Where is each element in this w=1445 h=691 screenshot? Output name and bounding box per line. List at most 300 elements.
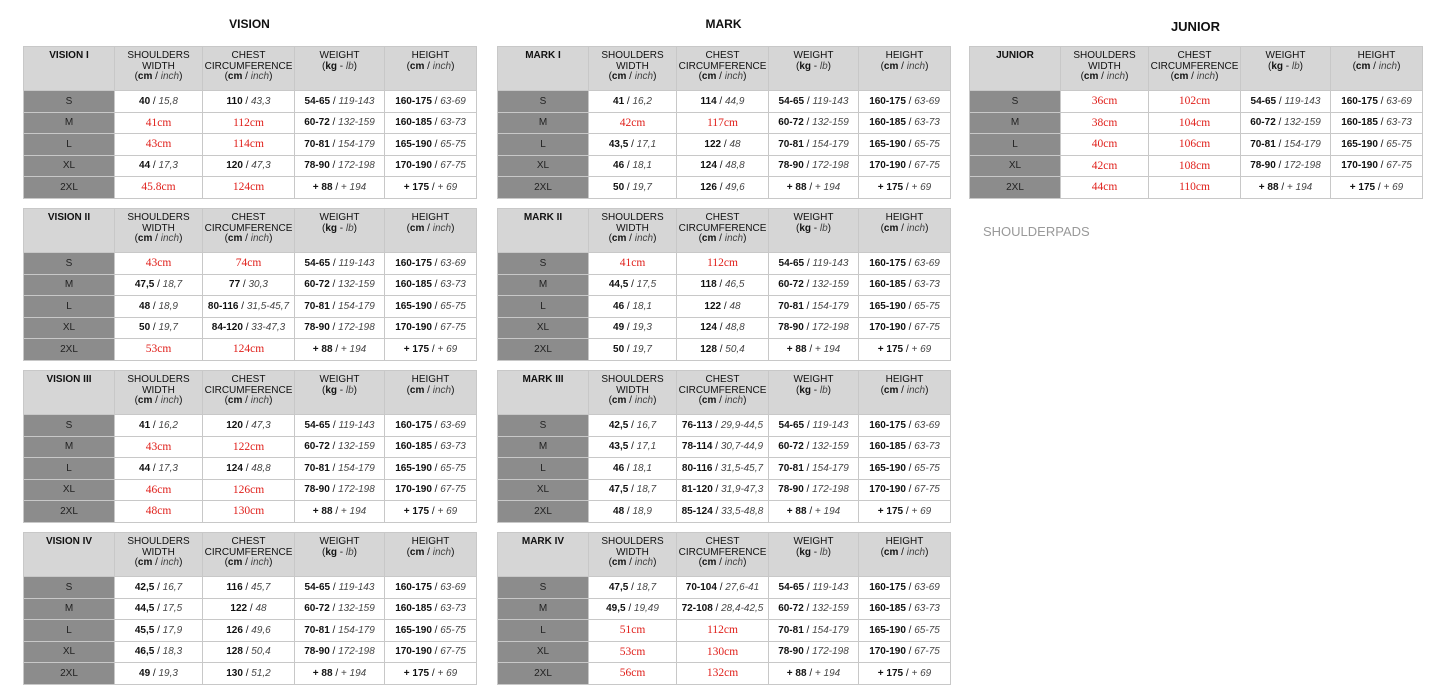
chest-cell: 128 / 50,4 <box>203 641 295 663</box>
unit-label: (kg - lb) <box>321 546 358 558</box>
weight-cell: + 88 / + 194 <box>769 177 859 199</box>
header-label: CIRCUMFERENCE <box>204 546 293 558</box>
unit-label: (cm / inch) <box>224 557 273 568</box>
weight-cell: 70-81 / 154-179 <box>1241 134 1331 156</box>
value-imperial: 19,7 <box>158 322 178 334</box>
value-imperial: 31,5-45,7 <box>720 462 764 474</box>
value-imperial: 63-69 <box>440 95 466 107</box>
value-imperial: 67-75 <box>914 646 940 658</box>
value-imperial: 17,3 <box>158 462 178 474</box>
value-imperial: 49,6 <box>251 624 271 636</box>
highlight-value: 38cm <box>1091 116 1118 129</box>
height-cell: 160-185 / 63-73 <box>859 436 951 458</box>
value-metric: 49,5 <box>606 603 626 615</box>
unit-label: (cm / inch) <box>880 546 929 558</box>
value-metric: 50 <box>139 322 151 334</box>
value-metric: 70-81 <box>1250 138 1276 150</box>
height-cell: 160-175 / 63-69 <box>859 577 951 599</box>
value-imperial: 18,9 <box>158 300 178 312</box>
unit-metric: cm <box>409 384 425 396</box>
value-imperial: 18,1 <box>632 300 652 312</box>
size-label: L <box>970 134 1061 156</box>
model-name: VISION II <box>24 209 115 253</box>
value-imperial: 132-159 <box>338 441 375 453</box>
size-label: M <box>24 598 115 620</box>
value-imperial: 172-198 <box>812 484 849 496</box>
shoulders-cell <box>1061 91 1149 113</box>
value-imperial: 48 <box>729 300 741 312</box>
size-table <box>497 208 951 361</box>
value-metric: 165-190 <box>869 300 906 312</box>
value-metric: 60-72 <box>778 117 804 129</box>
weight-cell: 54-65 / 119-143 <box>769 253 859 275</box>
unit-metric: cm <box>227 557 243 568</box>
unit-metric: cm <box>611 557 627 568</box>
highlight-value: 106cm <box>1178 138 1211 151</box>
size-label: S <box>24 415 115 437</box>
unit-metric: cm <box>409 546 425 558</box>
value-imperial: 67-75 <box>914 484 940 496</box>
header-row <box>24 533 477 577</box>
size-label: L <box>24 296 115 318</box>
chest-cell <box>203 501 295 523</box>
value-imperial: 172-198 <box>338 160 375 172</box>
value-imperial: 132-159 <box>338 279 375 291</box>
table-row <box>24 134 477 156</box>
weight-header <box>295 533 385 577</box>
value-metric: 165-190 <box>395 462 432 474</box>
value-imperial: + 69 <box>437 667 458 679</box>
value-metric: 54-65 <box>778 419 805 431</box>
value-metric: 160-175 <box>395 95 432 107</box>
shoulders-header <box>589 533 677 577</box>
unit-imperial: inch <box>250 395 270 406</box>
unit-label: (cm / inch) <box>698 233 747 244</box>
unit-label: (cm / inch) <box>608 233 657 244</box>
header-label: HEIGHT <box>1357 50 1396 61</box>
unit-imperial: inch <box>634 557 654 568</box>
highlight-value: 45.8cm <box>141 181 176 194</box>
chest-cell: 128 / 50,4 <box>677 339 769 361</box>
header-label: CHEST <box>231 212 266 223</box>
size-label: S <box>498 253 589 275</box>
header-label: CHEST <box>705 50 740 61</box>
table-row <box>498 253 951 275</box>
unit-metric: cm <box>611 395 627 406</box>
value-metric: + 175 <box>877 505 904 517</box>
weight-cell: 54-65 / 119-143 <box>769 415 859 437</box>
value-imperial: 27,6-41 <box>725 581 760 593</box>
size-label: L <box>24 134 115 156</box>
chest-cell <box>677 641 769 663</box>
height-cell: + 175 / + 69 <box>859 177 951 199</box>
value-metric: 70-81 <box>778 300 804 312</box>
value-imperial: 67-75 <box>440 322 466 334</box>
model-name: VISION IV <box>24 533 115 577</box>
shoulders-header <box>115 533 203 577</box>
value-metric: 124 <box>700 160 717 172</box>
size-label: L <box>24 458 115 480</box>
value-metric: 170-190 <box>1341 160 1378 172</box>
value-metric: 54-65 <box>1250 95 1277 107</box>
value-imperial: 63-69 <box>914 257 940 269</box>
model-name: VISION I <box>24 47 115 91</box>
unit-label: (cm / inch) <box>608 395 657 406</box>
value-imperial: 49,6 <box>725 181 745 193</box>
weight-cell: + 88 / + 194 <box>295 339 385 361</box>
unit-imperial: inch <box>906 384 926 396</box>
chest-cell <box>203 339 295 361</box>
value-metric: + 88 <box>786 667 807 679</box>
header-label: SHOULDERS <box>601 50 664 61</box>
highlight-value: 44cm <box>1091 181 1118 194</box>
unit-metric: cm <box>227 395 243 406</box>
unit-imperial: lb <box>345 546 354 558</box>
weight-cell: 60-72 / 132-159 <box>769 112 859 134</box>
highlight-value: 36cm <box>1091 95 1118 108</box>
shoulders-cell: 50 / 19,7 <box>589 177 677 199</box>
value-imperial: 154-179 <box>338 138 375 150</box>
size-label: L <box>24 620 115 642</box>
height-header <box>385 371 477 415</box>
value-metric: 43,5 <box>608 441 629 453</box>
unit-metric: cm <box>883 60 899 72</box>
height-cell: 160-185 / 63-73 <box>859 112 951 134</box>
size-table <box>497 370 951 523</box>
value-metric: + 88 <box>312 667 333 679</box>
highlight-value: 41cm <box>619 257 646 270</box>
highlight-value: 43cm <box>145 257 172 270</box>
weight-header <box>769 533 859 577</box>
unit-metric: kg <box>799 546 811 558</box>
value-metric: 45,5 <box>134 624 155 636</box>
table-row <box>498 577 951 599</box>
value-metric: 49 <box>139 667 151 679</box>
table-row <box>498 155 951 177</box>
value-imperial: 46,5 <box>725 279 745 291</box>
size-label: L <box>498 458 589 480</box>
unit-label: (cm / inch) <box>608 71 657 82</box>
weight-cell: 70-81 / 154-179 <box>769 296 859 318</box>
value-metric: 165-190 <box>395 624 432 636</box>
table-row <box>24 177 477 199</box>
unit-metric: kg <box>325 546 337 558</box>
value-metric: 60-72 <box>778 441 804 453</box>
unit-imperial: inch <box>432 222 452 234</box>
chest-cell: 77 / 30,3 <box>203 274 295 296</box>
table-row <box>24 339 477 361</box>
header-label: CIRCUMFERENCE <box>678 222 767 234</box>
value-metric: 60-72 <box>304 279 330 291</box>
unit-imperial: inch <box>634 233 654 244</box>
value-imperial: 51,2 <box>251 667 271 679</box>
unit-metric: cm <box>137 233 153 244</box>
highlight-value: 46cm <box>145 483 172 496</box>
chest-cell <box>677 253 769 275</box>
unit-label: (cm / inch) <box>406 60 455 72</box>
shoulders-cell: 42,5 / 16,7 <box>589 415 677 437</box>
value-metric: + 88 <box>786 181 807 193</box>
shoulders-cell: 41 / 16,2 <box>589 91 677 113</box>
weight-cell: + 88 / + 194 <box>769 501 859 523</box>
weight-cell: 78-90 / 172-198 <box>295 641 385 663</box>
height-cell: 165-190 / 65-75 <box>385 296 477 318</box>
header-label: SHOULDERS <box>127 536 190 547</box>
highlight-value: 43cm <box>145 138 172 151</box>
value-metric: 126 <box>700 181 717 193</box>
table-row <box>24 317 477 339</box>
size-label: XL <box>498 317 589 339</box>
value-metric: + 88 <box>312 505 333 517</box>
header-label: SHOULDERS <box>127 374 190 385</box>
value-imperial: 16,2 <box>158 419 178 431</box>
value-metric: 128 <box>226 646 243 658</box>
header-label: SHOULDERS <box>127 50 190 61</box>
value-metric: 48 <box>613 505 625 517</box>
value-metric: 78-90 <box>304 160 330 172</box>
weight-cell: + 88 / + 194 <box>295 501 385 523</box>
weight-header <box>295 47 385 91</box>
shoulders-cell: 48 / 18,9 <box>115 296 203 318</box>
weight-cell: 60-72 / 132-159 <box>295 598 385 620</box>
chest-cell <box>677 620 769 642</box>
value-metric: 160-185 <box>869 117 906 129</box>
height-cell: + 175 / + 69 <box>385 663 477 685</box>
value-metric: 110 <box>226 95 243 107</box>
shoulders-cell: 49,5 / 19,49 <box>589 598 677 620</box>
value-imperial: 50,4 <box>725 343 745 355</box>
table-row <box>498 177 951 199</box>
unit-label: (kg - lb) <box>795 60 832 72</box>
chest-cell: 122 / 48 <box>677 134 769 156</box>
value-imperial: 119-143 <box>812 419 849 431</box>
table-row <box>24 112 477 134</box>
value-imperial: 63-69 <box>440 257 466 269</box>
chest-cell: 114 / 44,9 <box>677 91 769 113</box>
value-imperial: 43,3 <box>251 95 271 107</box>
value-imperial: 172-198 <box>338 646 375 658</box>
value-imperial: 172-198 <box>812 160 849 172</box>
value-metric: 130 <box>226 667 243 679</box>
shoulders-cell <box>115 134 203 156</box>
value-metric: 160-185 <box>395 441 432 453</box>
header-row <box>498 47 951 91</box>
value-metric: + 88 <box>786 343 807 355</box>
highlight-value: 74cm <box>235 257 262 270</box>
height-header <box>385 209 477 253</box>
size-label: 2XL <box>498 501 589 523</box>
shoulders-cell: 49 / 19,3 <box>589 317 677 339</box>
table-row <box>24 577 477 599</box>
value-metric: 70-81 <box>304 624 330 636</box>
highlight-value: 124cm <box>232 343 265 356</box>
unit-label: (cm / inch) <box>608 557 657 568</box>
value-metric: 120 <box>226 160 243 172</box>
weight-cell: 78-90 / 172-198 <box>1241 155 1331 177</box>
model-name: JUNIOR <box>970 47 1061 91</box>
header-label: CHEST <box>1177 50 1212 61</box>
value-metric: 80-116 <box>681 462 713 474</box>
height-cell: 170-190 / 67-75 <box>859 317 951 339</box>
weight-header <box>1241 47 1331 91</box>
value-metric: 54-65 <box>778 95 805 107</box>
value-metric: 160-175 <box>869 95 906 107</box>
header-row <box>970 47 1423 91</box>
size-label: S <box>24 91 115 113</box>
value-metric: 54-65 <box>778 581 805 593</box>
value-imperial: 15,8 <box>158 95 178 107</box>
value-imperial: + 69 <box>1383 181 1404 193</box>
height-cell: 160-175 / 63-69 <box>1331 91 1423 113</box>
unit-label: (cm / inch) <box>698 395 747 406</box>
height-cell: + 175 / + 69 <box>1331 177 1423 199</box>
height-cell: 165-190 / 65-75 <box>859 458 951 480</box>
value-imperial: 48,8 <box>251 462 271 474</box>
chest-cell: 76-113 / 29,9-44,5 <box>677 415 769 437</box>
unit-metric: cm <box>701 233 717 244</box>
value-imperial: 63-69 <box>1386 95 1412 107</box>
value-imperial: 29,9-44,5 <box>720 419 764 431</box>
value-imperial: 18,1 <box>632 160 652 172</box>
height-header <box>859 371 951 415</box>
header-row <box>24 209 477 253</box>
value-metric: + 175 <box>1349 181 1376 193</box>
value-imperial: 18,1 <box>632 462 652 474</box>
value-imperial: + 69 <box>437 505 458 517</box>
value-imperial: 30,7-44,9 <box>720 441 764 453</box>
shoulders-header <box>1061 47 1149 91</box>
weight-cell: 78-90 / 172-198 <box>769 317 859 339</box>
value-metric: 54-65 <box>304 257 331 269</box>
table-row <box>498 91 951 113</box>
value-imperial: 119-143 <box>338 257 375 269</box>
value-imperial: 132-159 <box>1284 117 1321 129</box>
value-imperial: 154-179 <box>812 624 849 636</box>
value-imperial: 48,8 <box>725 160 745 172</box>
header-label: HEIGHT <box>411 536 450 547</box>
unit-label: (cm / inch) <box>134 557 183 568</box>
size-label: 2XL <box>24 177 115 199</box>
value-metric: 165-190 <box>395 138 432 150</box>
unit-metric: cm <box>137 395 153 406</box>
unit-label: (cm / inch) <box>224 233 273 244</box>
header-label: SHOULDERS <box>127 212 190 223</box>
value-metric: 170-190 <box>395 646 432 658</box>
size-label: S <box>498 91 589 113</box>
weight-header <box>295 209 385 253</box>
highlight-value: 122cm <box>232 440 265 453</box>
value-metric: 60-72 <box>304 441 330 453</box>
size-label: XL <box>498 155 589 177</box>
shoulders-cell: 46,5 / 18,3 <box>115 641 203 663</box>
chest-cell: 124 / 48,8 <box>203 458 295 480</box>
unit-metric: cm <box>409 60 425 72</box>
weight-cell: 54-65 / 119-143 <box>1241 91 1331 113</box>
value-metric: 78-90 <box>1250 160 1276 172</box>
value-metric: 80-116 <box>207 300 239 312</box>
table-row <box>24 501 477 523</box>
value-metric: 41 <box>139 419 151 431</box>
value-metric: 170-190 <box>869 160 906 172</box>
chest-cell: 120 / 47,3 <box>203 155 295 177</box>
header-label: SHOULDERS <box>601 212 664 223</box>
header-label: WIDTH <box>616 546 649 558</box>
highlight-value: 110cm <box>1179 181 1210 194</box>
highlight-value: 112cm <box>707 624 738 637</box>
unit-imperial: inch <box>160 557 180 568</box>
table-row <box>498 598 951 620</box>
unit-label: (cm / inch) <box>1080 71 1129 82</box>
header-label: WIDTH <box>142 222 175 234</box>
unit-label: (kg - lb) <box>1267 60 1304 72</box>
shoulders-cell: 43,5 / 17,1 <box>589 436 677 458</box>
weight-cell: 70-81 / 154-179 <box>769 620 859 642</box>
shoulders-cell: 49 / 19,3 <box>115 663 203 685</box>
model-name: MARK III <box>498 371 589 415</box>
value-metric: + 175 <box>403 181 430 193</box>
unit-label: (cm / inch) <box>406 384 455 396</box>
model-name: MARK II <box>498 209 589 253</box>
value-imperial: 154-179 <box>338 300 375 312</box>
table-row <box>498 415 951 437</box>
table-row <box>498 339 951 361</box>
unit-label: (kg - lb) <box>795 222 832 234</box>
chest-cell <box>1149 134 1241 156</box>
height-cell: 160-185 / 63-73 <box>385 436 477 458</box>
unit-metric: kg <box>325 60 337 72</box>
shoulders-cell: 46 / 18,1 <box>589 458 677 480</box>
unit-label: (cm / inch) <box>134 233 183 244</box>
value-metric: 160-185 <box>869 441 906 453</box>
value-imperial: 47,3 <box>251 160 271 172</box>
highlight-value: 132cm <box>706 667 739 680</box>
value-metric: 165-190 <box>395 300 432 312</box>
shoulders-cell: 44,5 / 17,5 <box>115 598 203 620</box>
value-imperial: + 69 <box>437 181 458 193</box>
unit-metric: kg <box>325 384 337 396</box>
weight-cell: 54-65 / 119-143 <box>295 415 385 437</box>
value-imperial: 33,5-48,8 <box>721 505 764 517</box>
chest-cell: 126 / 49,6 <box>677 177 769 199</box>
header-row <box>498 533 951 577</box>
value-imperial: 31,9-47,3 <box>721 484 764 496</box>
weight-cell: + 88 / + 194 <box>769 663 859 685</box>
table-row <box>24 253 477 275</box>
header-label: WEIGHT <box>319 50 360 61</box>
height-cell: + 175 / + 69 <box>385 177 477 199</box>
value-metric: 78-90 <box>304 646 330 658</box>
highlight-value: 53cm <box>619 645 646 658</box>
value-imperial: 19,49 <box>633 603 659 615</box>
header-label: HEIGHT <box>885 212 924 223</box>
chest-cell: 124 / 48,8 <box>677 317 769 339</box>
unit-label: (kg - lb) <box>321 60 358 72</box>
height-cell: 160-175 / 63-69 <box>385 253 477 275</box>
height-header <box>1331 47 1423 91</box>
height-header <box>385 533 477 577</box>
header-row <box>24 47 477 91</box>
value-metric: 160-185 <box>395 117 432 129</box>
value-metric: 114 <box>700 95 717 107</box>
weight-cell: 78-90 / 172-198 <box>769 479 859 501</box>
value-metric: 44 <box>139 160 151 172</box>
chest-cell <box>203 479 295 501</box>
value-imperial: 16,7 <box>636 419 657 431</box>
size-label: 2XL <box>498 177 589 199</box>
weight-header <box>769 371 859 415</box>
header-label: HEIGHT <box>885 536 924 547</box>
header-label: CIRCUMFERENCE <box>1150 60 1239 72</box>
